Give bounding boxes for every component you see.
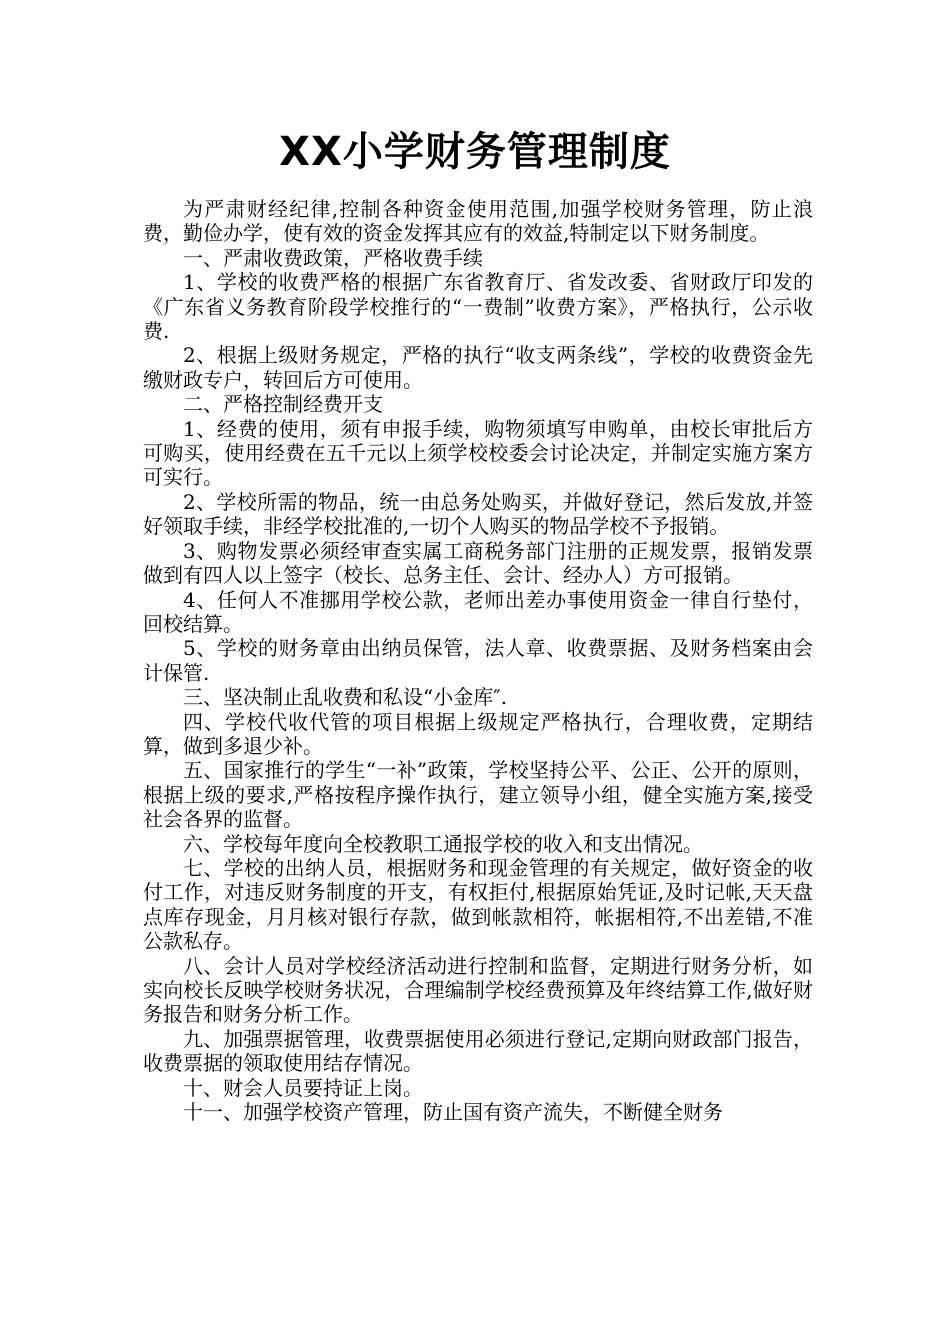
paragraph: 1、学校的收费严格的根据广东省教育厅、省发改委、省财政厅印发的《广东省义务教育阶段学校推行的“一费制”收费方案》，严格执行，公示收费.	[143, 270, 813, 344]
paragraph: 4、任何人不准挪用学校公款，老师出差办事使用资金一律自行垫付，回校结算。	[143, 587, 813, 636]
paragraph: 七、学校的出纳人员，根据财务和现金管理的有关规定，做好资金的收付工作，对违反财务制度的开支，有权拒付,根据原始凭证,及时记帐,天天盘点库存现金，月月核对银行存款，做到帐款相符，帐据相符,不出差错,不准公款私存。	[143, 855, 813, 954]
paragraph: 九、加强票据管理，收费票据使用必须进行登记,定期向财政部门报告，收费票据的领取使用结存情况。	[143, 1026, 813, 1076]
paragraph: 八、会计人员对学校经济活动进行控制和监督，定期进行财务分析，如实向校长反映学校财务状况，合理编制学校经费预算及年终结算工作,做好财务报告和财务分析工作。	[143, 953, 813, 1027]
paragraph: 十一、加强学校资产管理，防止国有资产流失，不断健全财务	[183, 1100, 723, 1125]
section-heading-3: 三、坚决制止乱收费和私设“小金库″.	[183, 685, 508, 710]
paragraph: 3、购物发票必须经审查实属工商税务部门注册的正规发票，报销发票做到有四人以上签字（校长、总务主任、会计、经办人）方可报销。	[143, 538, 813, 588]
document-body	[143, 197, 813, 1124]
document-title: XX小学财务管理制度	[279, 129, 671, 175]
paragraph: 2、根据上级财务规定，严格的执行“收支两条线”，学校的收费资金先缴财政专户，转回后方可使用。	[143, 343, 813, 392]
section-heading-1: 一、严肃收费政策，严格收费手续	[183, 245, 483, 270]
paragraph: 五、国家推行的学生“一补”政策，学校坚持公平、公正、公开的原则，根据上级的要求,严格按程序操作执行，建立领导小组，健全实施方案,接受社会各界的监督。	[143, 758, 813, 832]
paragraph: 十、财会人员要持证上岗。	[183, 1075, 423, 1100]
section-heading-2: 二、严格控制经费开支	[183, 392, 383, 417]
paragraph: 5、学校的财务章由出纳员保管，法人章、收费票据、及财务档案由会计保管.	[143, 636, 813, 685]
paragraph: 四、学校代收代管的项目根据上级规定严格执行，合理收费，定期结算，做到多退少补。	[143, 709, 813, 758]
paragraph: 1、经费的使用，须有申报手续，购物须填写申购单，由校长审批后方可购买，使用经费在五千元以上须学校校委会讨论决定，并制定实施方案方可实行。	[143, 416, 813, 490]
paragraph: 六、学校每年度向全校教职工通报学校的收入和支出情况。	[183, 831, 703, 856]
paragraph: 2、学校所需的物品，统一由总务处购买，并做好登记，然后发放,并签好领取手续，非经学校批准的,一切个人购买的物品学校不予报销。	[143, 489, 813, 539]
paragraph-intro: 为严肃财经纪律,控制各种资金使用范围,加强学校财务管理，防止浪费，勤俭办学，使有效的资金发挥其应有的效益,特制定以下财务制度。	[143, 197, 813, 246]
